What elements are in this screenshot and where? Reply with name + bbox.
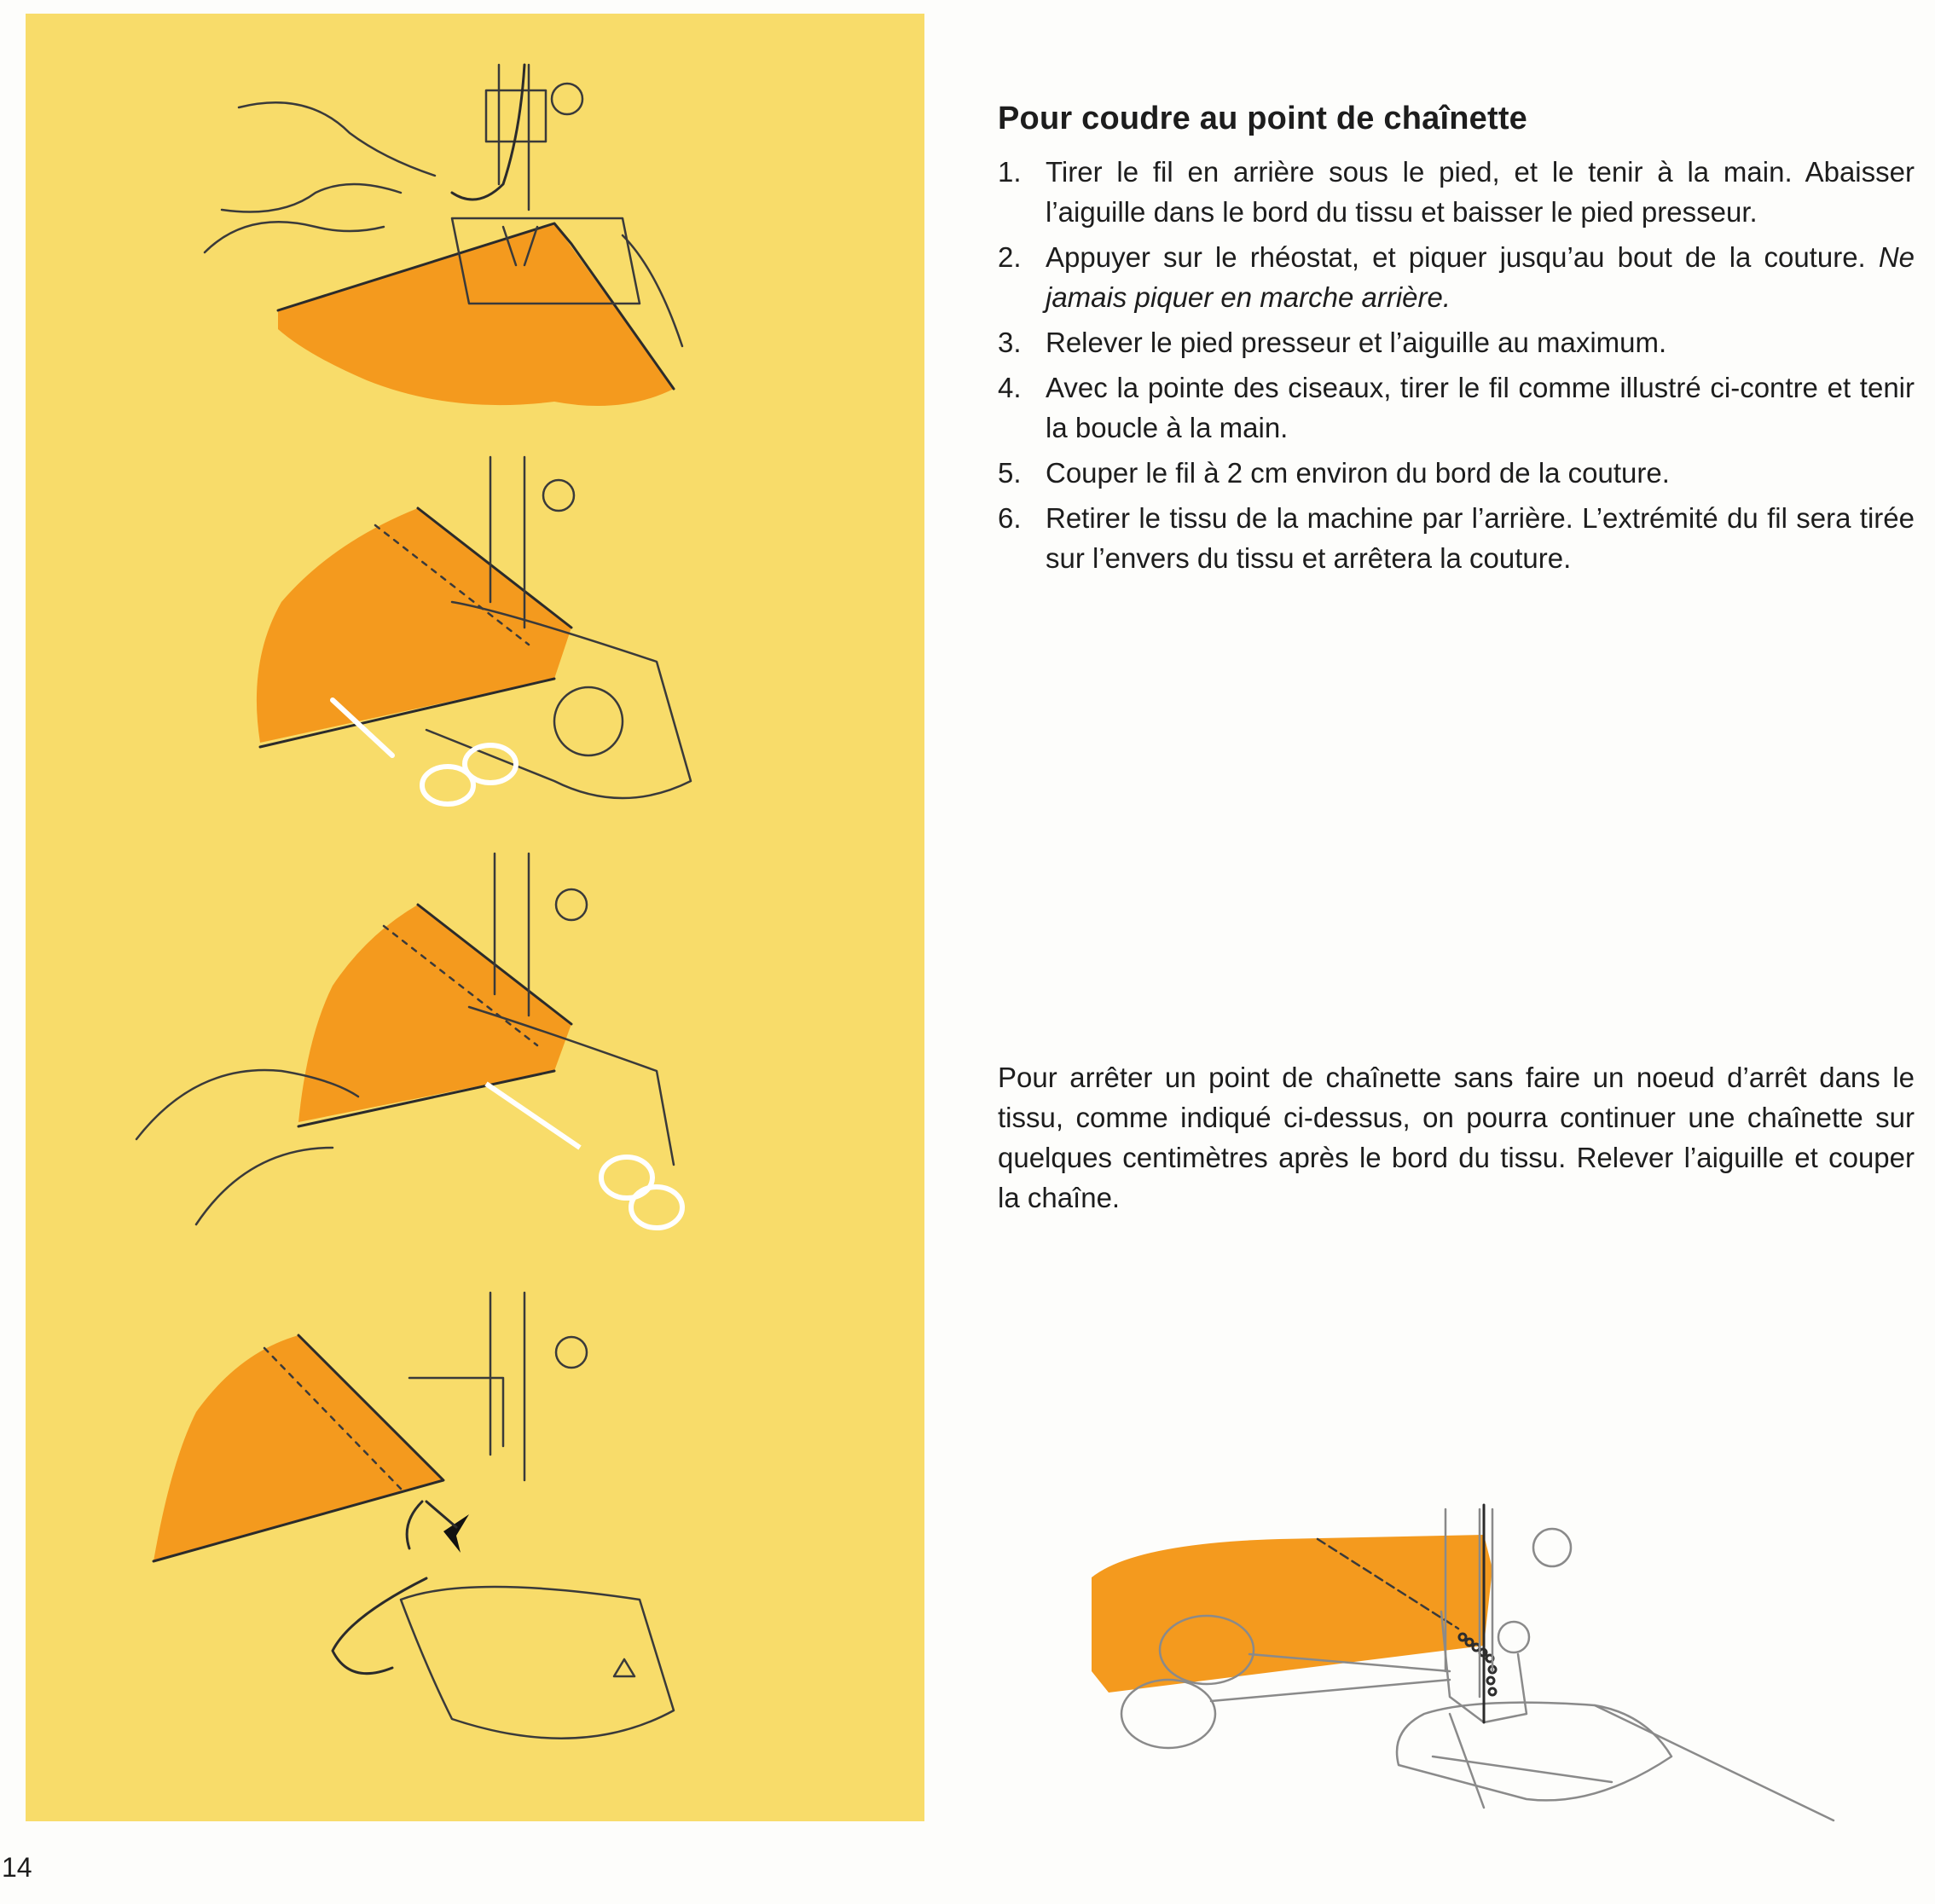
steps-list	[998, 152, 1915, 583]
step-number: 3.	[998, 327, 1022, 358]
step-number: 6.	[998, 502, 1022, 534]
step-text: Tirer le fil en arrière sous le pied, et le tenir à la main. Abaisser l’aiguille dans le bord du tissu et baisser le pied presseur.	[1046, 156, 1915, 228]
illustration-step-2	[257, 457, 691, 804]
step-number: 2.	[998, 241, 1022, 273]
step-warning: Ne jamais piquer en marche arrière.	[1046, 241, 1915, 313]
step-number: 5.	[998, 457, 1022, 489]
illustration-step-4	[154, 1293, 674, 1739]
illustration-step-1	[205, 65, 682, 406]
step-number: 4.	[998, 372, 1022, 403]
section-heading: Pour coudre au point de chaînette	[998, 101, 1528, 136]
step-number: 1.	[998, 156, 1022, 188]
step-item	[998, 453, 1915, 493]
illustration-step-3	[136, 854, 682, 1228]
step-text: Retirer le tissu de la machine par l’arrière. L’extrémité du fil sera tirée sur l’envers du tissu et arrêtera la couture.	[1046, 502, 1915, 574]
note-paragraph: Pour arrêter un point de chaînette sans faire un noeud d’arrêt dans le tissu, comme indiqué ci-dessus, on pourra continuer une chaînette sur quelques centimètres après le bord du tissu. Relever l’aiguille et couper la chaîne.	[998, 1062, 1915, 1213]
step-text: Appuyer sur le rhéostat, et piquer jusqu’au bout de la couture.	[1046, 241, 1866, 273]
page-number: 14	[2, 1852, 32, 1883]
step-item	[998, 367, 1915, 448]
step-text: Avec la pointe des ciseaux, tirer le fil comme illustré ci-contre et tenir la boucle à la main.	[1046, 372, 1915, 443]
step-item	[998, 322, 1915, 362]
illustration-panel	[26, 14, 924, 1821]
chain-stitch-illustration	[1083, 1501, 1851, 1825]
step-item	[998, 498, 1915, 578]
step-item	[998, 152, 1915, 232]
step-text: Couper le fil à 2 cm environ du bord de la couture.	[1046, 457, 1670, 489]
illustration-drawings	[26, 14, 924, 1821]
step-item	[998, 237, 1915, 317]
step-text: Relever le pied presseur et l’aiguille au maximum.	[1046, 327, 1667, 358]
